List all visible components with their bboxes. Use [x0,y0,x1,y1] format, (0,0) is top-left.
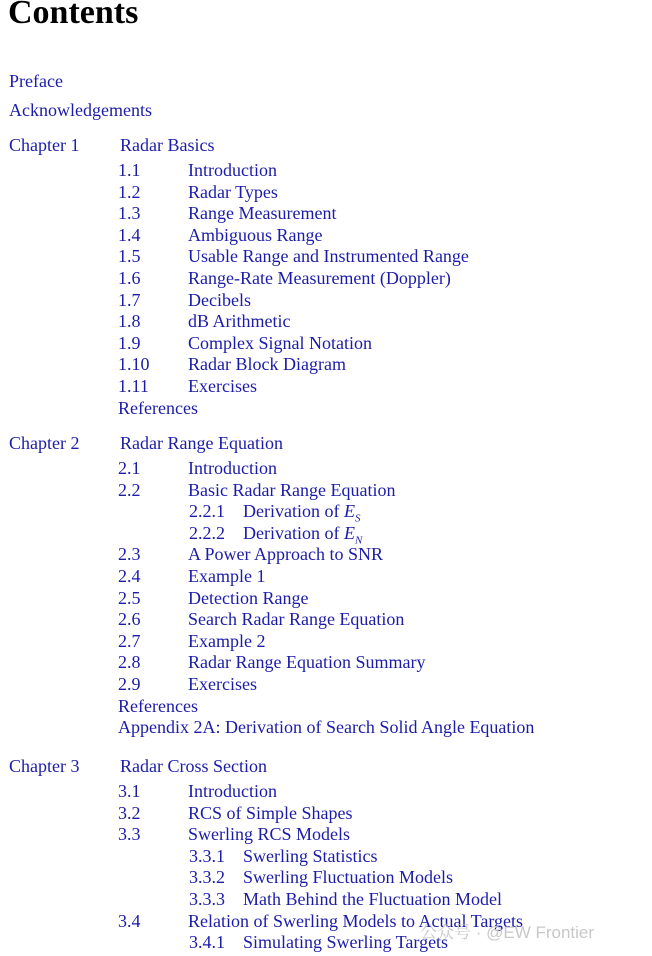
toc-section-title[interactable]: Swerling Statistics [243,845,378,866]
toc-section-title[interactable]: Example 1 [188,566,266,586]
toc-section-number[interactable]: 2.7 [118,630,141,651]
toc-section-title[interactable]: Usable Range and Instrumented Range [188,246,469,267]
toc-section-number[interactable]: 2.5 [118,587,141,608]
toc-section-title[interactable]: Radar Types [188,181,278,202]
watermark: 公众号 · @EW Frontier [420,923,595,942]
toc-section-title[interactable]: Simulating Swerling Targets [243,932,449,953]
toc-section-title[interactable]: Introduction [188,458,277,478]
toc-references[interactable]: References [118,695,198,716]
toc-chapter-label[interactable]: Chapter 3 [9,756,80,776]
toc-section-title[interactable]: Relation of Swerling Models to Actual Targets [188,910,524,931]
toc-section-number[interactable]: 3.3 [118,824,141,845]
toc-section-number[interactable]: 2.6 [118,609,141,630]
toc-section-number[interactable]: 2.9 [118,674,141,694]
toc-section-title[interactable]: Derivation of $E_S$ [243,501,361,525]
toc-section-number[interactable]: 3.3.1 [189,845,225,866]
toc-section-title[interactable]: Derivation of $E_N$ [243,522,363,547]
toc-section-number[interactable]: 2.2.2 [189,522,225,543]
toc-section-number[interactable]: 1.10 [118,354,150,375]
toc-section-title[interactable]: Range Measurement [188,203,337,224]
toc-section-number[interactable]: 3.1 [118,781,141,801]
toc-references[interactable]: References [118,397,198,418]
toc-section-title[interactable]: Radar Range Equation Summary [188,652,426,673]
toc-chapter-title[interactable]: Radar Basics [120,135,215,155]
toc-section-number[interactable]: 1.11 [118,376,149,396]
toc-section-number[interactable]: 2.8 [118,652,141,673]
toc-section-number[interactable]: 2.2 [118,479,141,500]
toc-section-title[interactable]: Exercises [188,674,257,694]
toc-section-number[interactable]: 2.1 [118,458,141,478]
toc-section-title[interactable]: Introduction [188,781,277,801]
toc-section-number[interactable]: 3.4.1 [189,932,225,953]
toc-section-number[interactable]: 1.4 [118,224,141,245]
toc-appendix[interactable]: Appendix 2A: Derivation of Search Solid Angle Equation [118,717,535,738]
toc-section-title[interactable]: Complex Signal Notation [188,332,372,353]
toc-section-title[interactable]: Basic Radar Range Equation [188,479,396,500]
toc-section-title[interactable]: Math Behind the Fluctuation Model [243,889,502,909]
toc-section-number[interactable]: 1.7 [118,289,141,310]
toc-section-title[interactable]: dB Arithmetic [188,311,291,332]
toc-preface[interactable]: Preface [9,71,63,91]
toc-section-title[interactable]: A Power Approach to SNR [188,544,383,565]
toc-section-number[interactable]: 1.3 [118,203,141,224]
toc-section-number[interactable]: 2.4 [118,566,141,586]
toc-section-title[interactable]: Detection Range [188,587,309,608]
toc-section-number[interactable]: 3.2 [118,802,141,823]
toc-section-number[interactable]: 1.9 [118,332,141,353]
toc-section-number[interactable]: 1.6 [118,268,141,288]
toc-section-title[interactable]: Swerling RCS Models [188,824,351,845]
toc-section-title[interactable]: Search Radar Range Equation [188,609,405,630]
toc-chapter-title[interactable]: Radar Range Equation [120,433,283,453]
toc-chapter-label[interactable]: Chapter 2 [9,433,80,453]
toc-section-number[interactable]: 3.3.2 [189,867,225,888]
toc-section-number[interactable]: 2.2.1 [189,501,225,522]
toc-section-title[interactable]: Radar Block Diagram [188,354,346,375]
toc-section-title[interactable]: Introduction [188,160,277,180]
toc-section-number[interactable]: 1.8 [118,311,141,332]
toc-section-number[interactable]: 2.3 [118,544,141,565]
toc-section-title[interactable]: Swerling Fluctuation Models [243,867,453,888]
toc-section-title[interactable]: Example 2 [188,630,266,651]
toc-chapter-title[interactable]: Radar Cross Section [120,756,267,776]
toc-section-title[interactable]: Ambiguous Range [188,224,323,245]
toc-acknowledgements[interactable]: Acknowledgements [9,100,152,120]
toc-chapter-label[interactable]: Chapter 1 [9,135,80,155]
toc-section-title[interactable]: RCS of Simple Shapes [188,802,353,823]
page-title: Contents [8,0,139,31]
toc-section-number[interactable]: 1.1 [118,160,141,180]
toc-section-title[interactable]: Range-Rate Measurement (Doppler) [188,268,451,288]
toc-section-title[interactable]: Decibels [188,289,251,310]
toc-section-number[interactable]: 3.3.3 [189,889,225,909]
toc-section-number[interactable]: 1.2 [118,181,141,202]
toc-section-number[interactable]: 3.4 [118,910,141,931]
toc-section-title[interactable]: Exercises [188,376,257,396]
toc-section-number[interactable]: 1.5 [118,246,141,267]
